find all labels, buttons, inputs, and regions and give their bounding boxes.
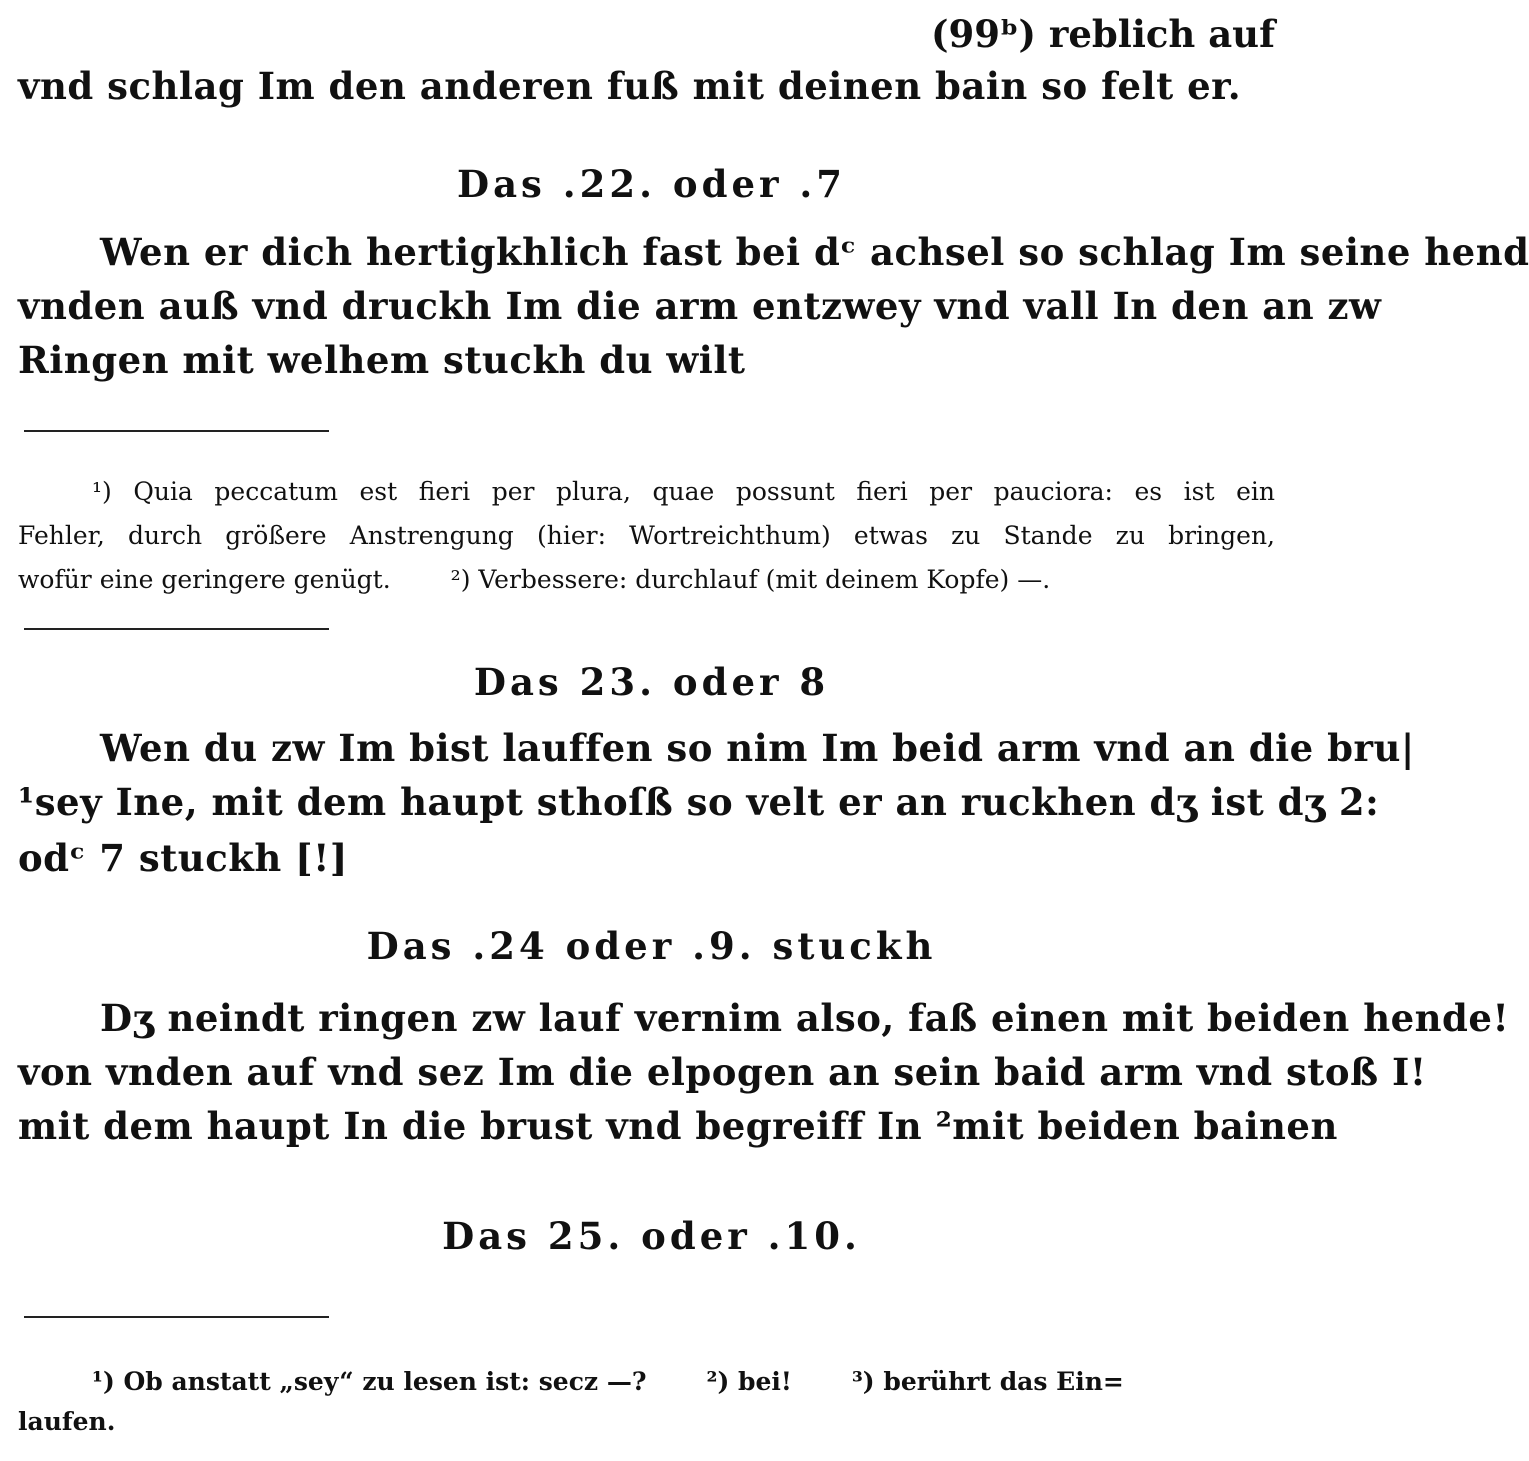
footnote-line: [92, 472, 1275, 512]
footnote-marker: ¹): [92, 1367, 115, 1396]
section-heading-24: Das .24 oder .9. stuckh: [366, 924, 937, 968]
section-heading-25: Das 25. oder .10.: [442, 1214, 861, 1258]
footnote-marker: ²): [450, 565, 471, 594]
text-line: Dʒ neindt ringen zw lauf vernim also, faß einen mit beiden hende!: [100, 996, 1510, 1040]
text-line: odᶜ 7 stuckh [!]: [18, 836, 348, 880]
text-line: vnden auß vnd druckh Im die arm entzwey vnd vall In den an zw: [18, 284, 1382, 328]
text-line: ¹sey Ine, mit dem haupt sthoſß so velt er an ruckhen dʒ ist dʒ 2:: [18, 780, 1380, 824]
text-line: vnd schlag Im den anderen fuß mit deinen bain so felt er.: [18, 64, 1242, 108]
footnote-marker: ²): [706, 1367, 730, 1396]
footnote-line: laufen.: [18, 1407, 116, 1436]
text-line: Wen du zw Im bist lauffen so nim Im beid arm vnd an die bru|: [100, 726, 1415, 770]
footnote-rule: [24, 628, 329, 630]
footnote-rule: [24, 1316, 329, 1318]
footnote-marker: ³): [851, 1367, 875, 1396]
section-heading-22: Das .22. oder .7: [457, 162, 846, 206]
text-line: von vnden auf vnd sez Im die elpogen an sein baid arm vnd stoß I!: [18, 1050, 1427, 1094]
footnote-text: Quia peccatum est fieri per plura, quae possunt fieri per pauciora: es ist ein: [133, 477, 1275, 506]
footnote-text: Ob anstatt „sey“ zu lesen ist: secz —?: [123, 1367, 647, 1396]
page-reference: (99ᵇ) reblich auf: [931, 12, 1275, 56]
section-heading-23: Das 23. oder 8: [473, 660, 830, 704]
footnote-text: bei!: [738, 1367, 792, 1396]
footnote-line: [18, 560, 1275, 600]
footnote-marker: ¹): [92, 477, 112, 506]
text-line: Ringen mit welhem stuckh du wilt: [18, 338, 746, 382]
footnote-rule: [24, 430, 329, 432]
footnote-text: berührt das Ein=: [883, 1367, 1124, 1396]
footnote-line: [92, 1362, 1275, 1402]
footnote-text: Verbessere: durchlauf (mit deinem Kopfe) —.: [478, 565, 1051, 594]
footnote-line: Fehler, durch größere Anstrengung (hier: Wortreichthum) etwas zu Stande zu bringen,: [18, 521, 1275, 550]
text-line: mit dem haupt In die brust vnd begreiff In ²mit beiden bainen: [18, 1104, 1338, 1148]
text-line: Wen er dich hertigkhlich fast bei dᶜ achsel so schlag Im seine hend: [100, 230, 1529, 274]
footnote-text: wofür eine geringere genügt.: [18, 565, 391, 594]
